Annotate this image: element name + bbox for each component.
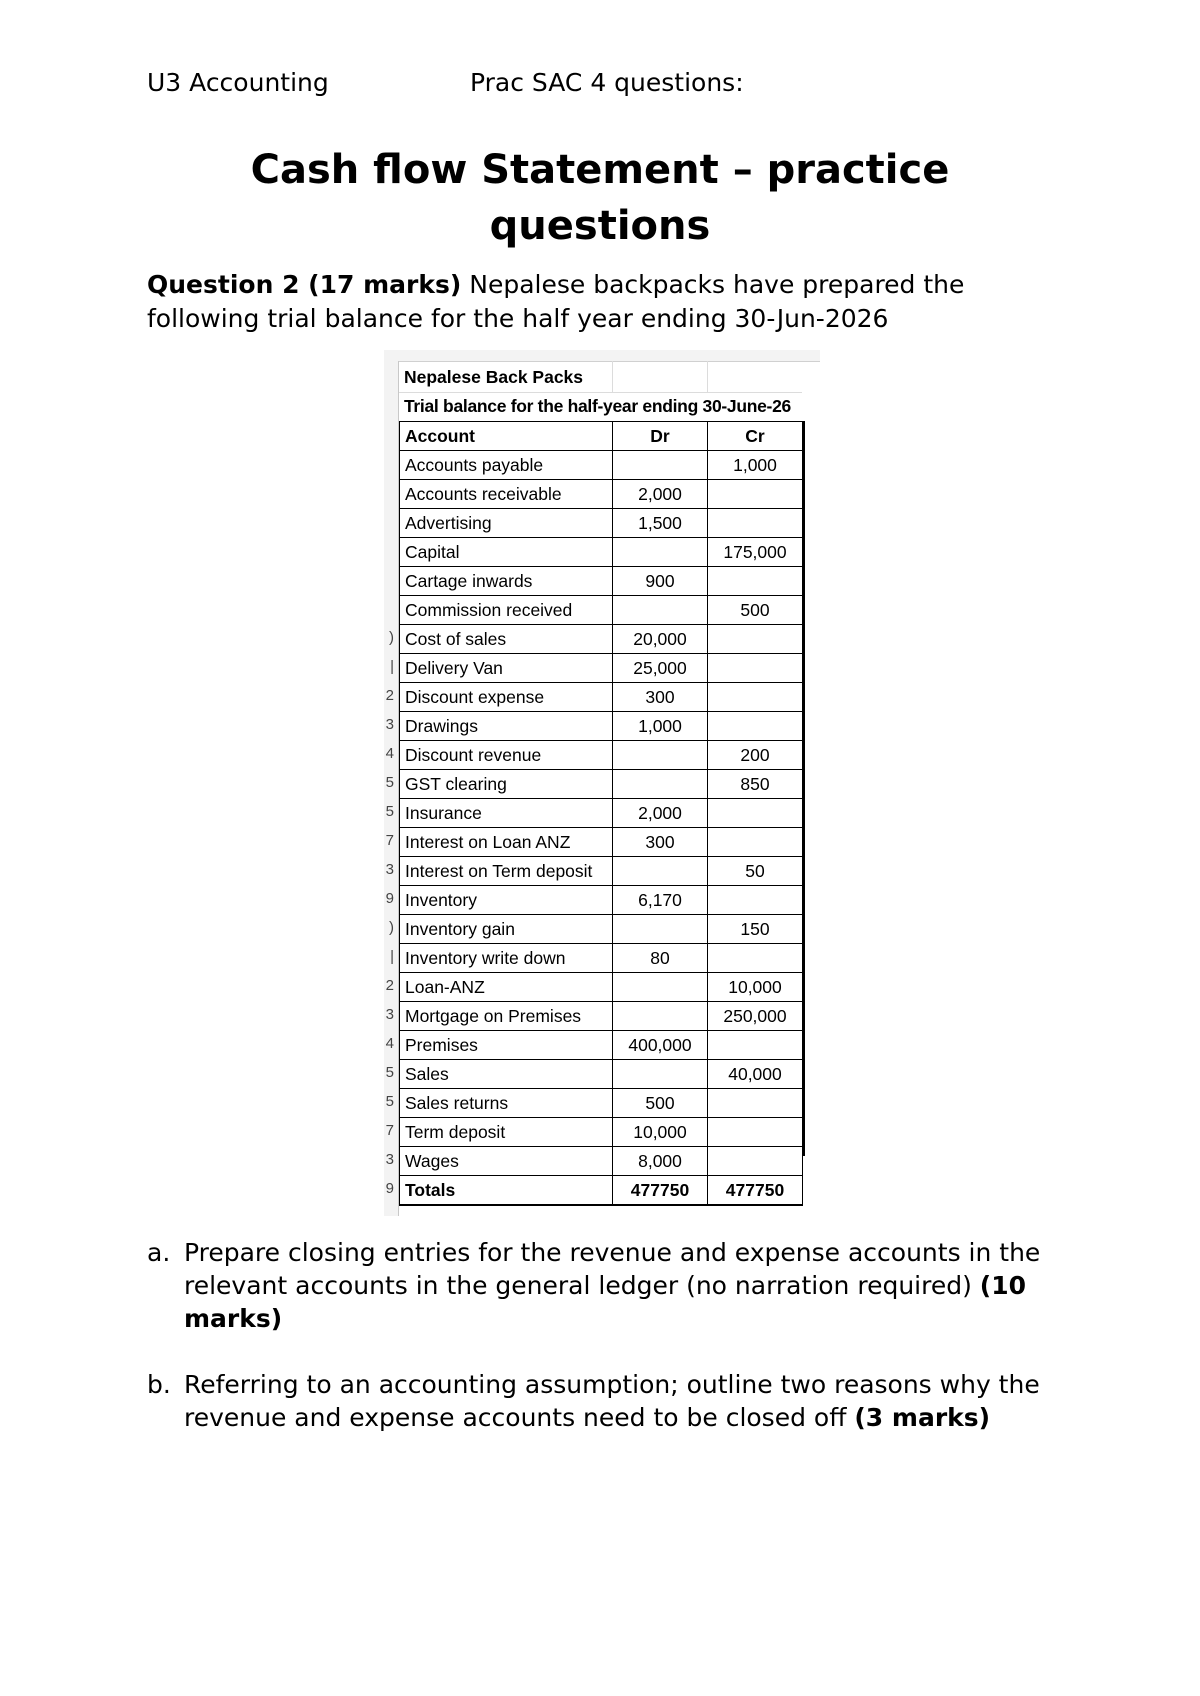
row-number: 4: [385, 745, 394, 762]
header-sac: Prac SAC 4 questions:: [470, 68, 744, 97]
cr-cell: [708, 1118, 803, 1147]
account-cell: Drawings: [400, 712, 613, 741]
dr-cell: [613, 596, 708, 625]
table-row: [400, 480, 803, 509]
account-cell: GST clearing: [400, 770, 613, 799]
table-right-border: [802, 421, 805, 1156]
table-row: [400, 944, 803, 973]
dr-cell: 1,500: [613, 509, 708, 538]
dr-cell: 400,000: [613, 1031, 708, 1060]
account-cell: Sales: [400, 1060, 613, 1089]
cr-cell: [708, 828, 803, 857]
gridline-col: [707, 361, 708, 392]
account-cell: Insurance: [400, 799, 613, 828]
cr-cell: [708, 712, 803, 741]
question-label: Question 2 (17 marks): [147, 270, 462, 299]
trial-balance-heading: Trial balance for the half-year ending 30-June-26: [404, 396, 791, 416]
dr-cell: [613, 973, 708, 1002]
cr-cell: [708, 480, 803, 509]
account-cell: Delivery Van: [400, 654, 613, 683]
account-cell: Term deposit: [400, 1118, 613, 1147]
account-cell: Discount revenue: [400, 741, 613, 770]
row-number: 9: [385, 1180, 394, 1197]
dr-cell: 900: [613, 567, 708, 596]
table-row: [400, 1031, 803, 1060]
cr-cell: 1,000: [708, 451, 803, 480]
dr-cell: 300: [613, 828, 708, 857]
column-header-cr: Cr: [708, 422, 803, 451]
dr-cell: 500: [613, 1089, 708, 1118]
task-marks: (10 marks): [184, 1271, 1027, 1333]
row-number: 7: [385, 832, 394, 849]
table-row: [400, 683, 803, 712]
account-cell: Capital: [400, 538, 613, 567]
totals-cr: 477750: [708, 1176, 803, 1206]
task-list: [147, 1236, 1077, 1467]
row-number: |: [390, 658, 394, 675]
gridline-col: [612, 361, 613, 392]
cr-cell: 175,000: [708, 538, 803, 567]
cr-cell: 250,000: [708, 1002, 803, 1031]
table-row: [400, 741, 803, 770]
account-cell: Cartage inwards: [400, 567, 613, 596]
account-cell: Cost of sales: [400, 625, 613, 654]
row-number: 9: [385, 890, 394, 907]
row-number: 5: [385, 1064, 394, 1081]
table-row: [400, 915, 803, 944]
cr-cell: [708, 1147, 803, 1176]
dr-cell: [613, 1060, 708, 1089]
column-header-dr: Dr: [613, 422, 708, 451]
table-header-row: [400, 422, 803, 451]
business-name: Nepalese Back Packs: [404, 367, 584, 387]
account-cell: Loan-ANZ: [400, 973, 613, 1002]
row-number: ): [389, 919, 394, 936]
dr-cell: [613, 451, 708, 480]
row-number: 7: [385, 1122, 394, 1139]
table-row: [400, 1118, 803, 1147]
task-text: Referring to an accounting assumption; outline two reasons why the revenue and expense accounts need to be closed off: [184, 1370, 1040, 1432]
table-row: [400, 625, 803, 654]
account-cell: Mortgage on Premises: [400, 1002, 613, 1031]
cr-cell: 150: [708, 915, 803, 944]
row-number: 2: [385, 687, 394, 704]
totals-row: [400, 1176, 803, 1206]
row-number: 3: [385, 1151, 394, 1168]
row-number: 3: [385, 716, 394, 733]
table-row: [400, 973, 803, 1002]
totals-dr: 477750: [613, 1176, 708, 1206]
table-row: [400, 886, 803, 915]
table-row: [400, 1147, 803, 1176]
dr-cell: [613, 538, 708, 567]
table-row: [400, 451, 803, 480]
account-cell: Inventory gain: [400, 915, 613, 944]
trial-balance-table: [399, 421, 803, 1206]
row-number: 5: [385, 774, 394, 791]
account-cell: Premises: [400, 1031, 613, 1060]
account-cell: Discount expense: [400, 683, 613, 712]
account-cell: Sales returns: [400, 1089, 613, 1118]
row-number: 3: [385, 861, 394, 878]
cr-cell: [708, 1031, 803, 1060]
account-cell: Commission received: [400, 596, 613, 625]
task-marker: b.: [147, 1370, 171, 1399]
trial-balance-spreadsheet: [384, 350, 820, 1216]
cr-cell: [708, 683, 803, 712]
table-row: [400, 1060, 803, 1089]
cr-cell: [708, 509, 803, 538]
account-cell: Inventory: [400, 886, 613, 915]
table-row: [400, 828, 803, 857]
account-cell: Interest on Loan ANZ: [400, 828, 613, 857]
cr-cell: [708, 944, 803, 973]
dr-cell: 80: [613, 944, 708, 973]
task-marker: a.: [147, 1238, 171, 1267]
row-number: 5: [385, 1093, 394, 1110]
dr-cell: 20,000: [613, 625, 708, 654]
row-number: 4: [385, 1035, 394, 1052]
account-cell: Accounts receivable: [400, 480, 613, 509]
dr-cell: 25,000: [613, 654, 708, 683]
cr-cell: [708, 567, 803, 596]
cr-cell: [708, 625, 803, 654]
task-marks: (3 marks): [854, 1403, 991, 1432]
table-row: [400, 712, 803, 741]
cr-cell: 850: [708, 770, 803, 799]
task-text: Prepare closing entries for the revenue and expense accounts in the relevant accounts in the general ledger (no narration required): [184, 1238, 1041, 1300]
row-number: 5: [385, 803, 394, 820]
account-cell: Accounts payable: [400, 451, 613, 480]
dr-cell: [613, 857, 708, 886]
cr-cell: [708, 654, 803, 683]
row-number: 2: [385, 977, 394, 994]
dr-cell: 8,000: [613, 1147, 708, 1176]
table-row: [400, 509, 803, 538]
dr-cell: 2,000: [613, 480, 708, 509]
totals-label: Totals: [400, 1176, 613, 1206]
question-text: Nepalese backpacks have prepared the following trial balance for the half year ending 30-Jun-2026: [147, 270, 965, 333]
task-item: [147, 1368, 1077, 1434]
table-row: [400, 857, 803, 886]
dr-cell: [613, 770, 708, 799]
dr-cell: 2,000: [613, 799, 708, 828]
account-cell: Wages: [400, 1147, 613, 1176]
dr-cell: [613, 741, 708, 770]
dr-cell: 300: [613, 683, 708, 712]
cr-cell: [708, 799, 803, 828]
account-cell: Advertising: [400, 509, 613, 538]
dr-cell: [613, 1002, 708, 1031]
row-number: 3: [385, 1006, 394, 1023]
account-cell: Inventory write down: [400, 944, 613, 973]
table-row: [400, 596, 803, 625]
table-row: [400, 654, 803, 683]
document-title: Cash flow Statement – practice questions: [250, 147, 950, 249]
dr-cell: 10,000: [613, 1118, 708, 1147]
account-cell: Interest on Term deposit: [400, 857, 613, 886]
cr-cell: [708, 1089, 803, 1118]
table-row: [400, 538, 803, 567]
task-item: [147, 1236, 1077, 1335]
cr-cell: 10,000: [708, 973, 803, 1002]
column-header-account: Account: [400, 422, 613, 451]
cr-cell: 50: [708, 857, 803, 886]
table-row: [400, 799, 803, 828]
table-row: [400, 1089, 803, 1118]
sheet-column-header-strip: [384, 350, 820, 362]
cr-cell: 40,000: [708, 1060, 803, 1089]
row-number: ): [389, 629, 394, 646]
table-row: [400, 1002, 803, 1031]
cr-cell: 500: [708, 596, 803, 625]
question-intro: [147, 268, 1077, 336]
header-course: U3 Accounting: [147, 68, 329, 97]
sheet-row-numbers: [384, 361, 399, 1216]
dr-cell: 1,000: [613, 712, 708, 741]
row-number: |: [390, 948, 394, 965]
table-row: [400, 567, 803, 596]
cr-cell: 200: [708, 741, 803, 770]
cr-cell: [708, 886, 803, 915]
dr-cell: 6,170: [613, 886, 708, 915]
table-row: [400, 770, 803, 799]
dr-cell: [613, 915, 708, 944]
